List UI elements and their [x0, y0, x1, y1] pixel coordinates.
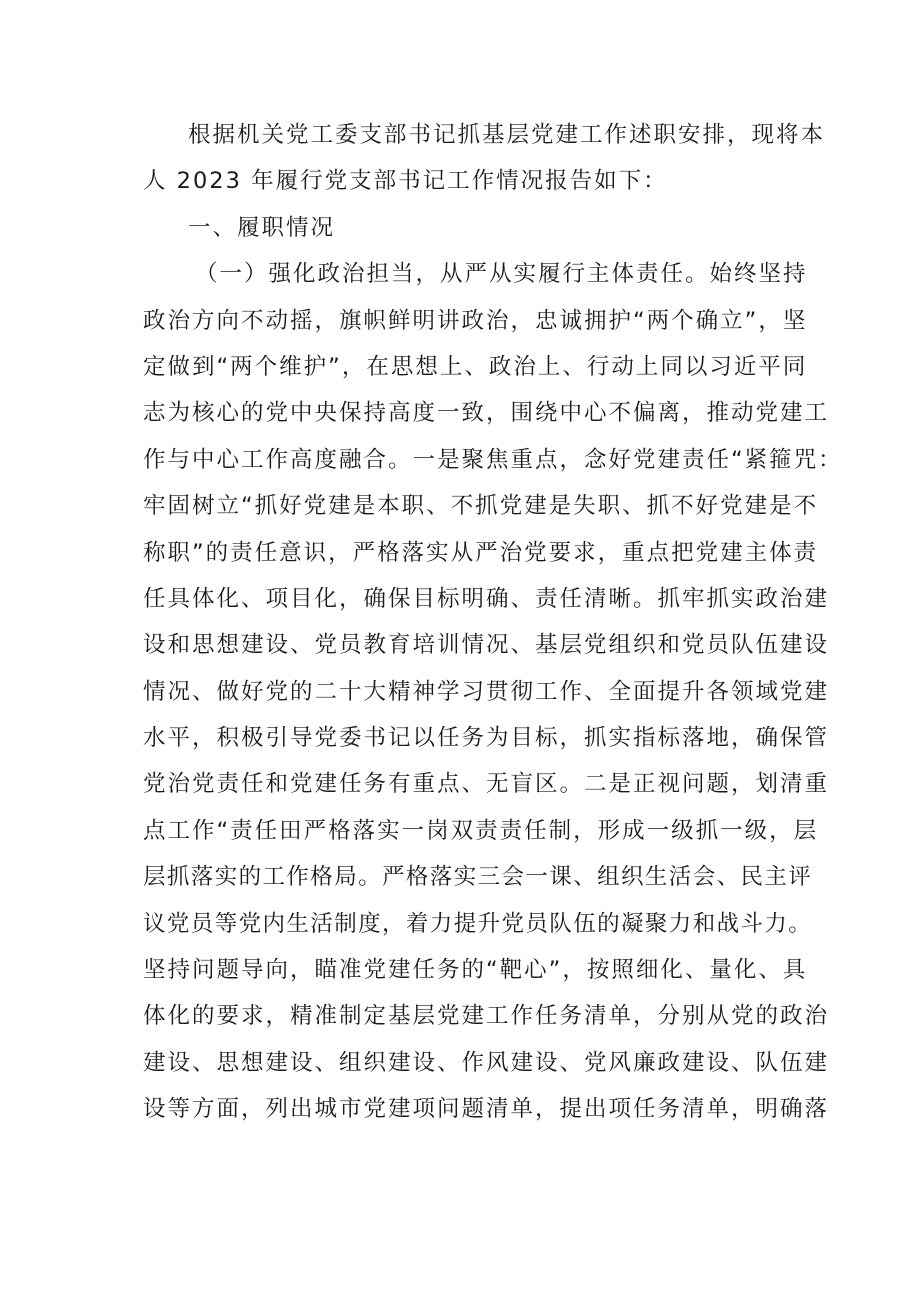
paragraph-line: 层抓落实的工作格局。严格落实三会一课、组织生活会、民主评	[143, 864, 813, 891]
paragraph-line: 议党员等党内生活制度，着力提升党员队伍的凝聚力和战斗力。	[143, 910, 813, 937]
paragraph-line: 坚持问题导向，瞄准党建任务的“靶心”，按照细化、量化、具	[143, 957, 808, 984]
paragraph-line: 情况、做好党的二十大精神学习贯彻工作、全面提升各领域党建	[143, 678, 830, 705]
paragraph-line: 志为核心的党中央保持高度一致，围绕中心不偏离，推动党建工	[143, 400, 830, 427]
section-heading: 一、履职情况	[188, 214, 336, 241]
paragraph-line: 政治方向不动摇，旗帜鲜明讲政治，忠诚拥护“两个确立”，坚	[143, 307, 808, 334]
intro-line: 人 2023 年履行党支部书记工作情况报告如下：	[143, 168, 668, 195]
paragraph-line: （一）强化政治担当，从严从实履行主体责任。始终坚持	[195, 261, 808, 288]
intro-line: 根据机关党工委支部书记抓基层党建工作述职安排，现将本	[188, 122, 826, 148]
paragraph-line: 党治党责任和党建任务有重点、无盲区。二是正视问题，划清重	[143, 771, 830, 798]
paragraph-line: 点工作“责任田严格落实一岗双责责任制，形成一级抓一级，层	[143, 817, 819, 844]
paragraph-line: 作与中心工作高度融合。一是聚焦重点，念好党建责任“紧箍咒：	[143, 446, 843, 473]
paragraph-line: 设等方面，列出城市党建项问题清单，提出项任务清单，明确落	[143, 1096, 830, 1123]
paragraph-line: 称职”的责任意识，严格落实从严治党要求，重点把党建主体责	[143, 539, 819, 566]
paragraph-line: 建设、思想建设、组织建设、作风建设、党风廉政建设、队伍建	[143, 1049, 830, 1076]
paragraph-line: 体化的要求，精准制定基层党建工作任务清单，分别从党的政治	[143, 1003, 830, 1030]
paragraph-line: 牢固树立“抓好党建是本职、不抓党建是失职、抓不好党建是不	[143, 493, 819, 520]
document-body	[143, 112, 843, 1133]
paragraph-line: 任具体化、项目化，确保目标明确、责任清晰。抓牢抓实政治建	[143, 585, 830, 612]
paragraph-line: 定做到“两个维护”，在思想上、政治上、行动上同以习近平同	[143, 353, 808, 380]
paragraph-line: 水平，积极引导党委书记以任务为目标，抓实指标落地，确保管	[143, 725, 830, 752]
paragraph-line: 设和思想建设、党员教育培训情况、基层党组织和党员队伍建设	[143, 632, 830, 659]
